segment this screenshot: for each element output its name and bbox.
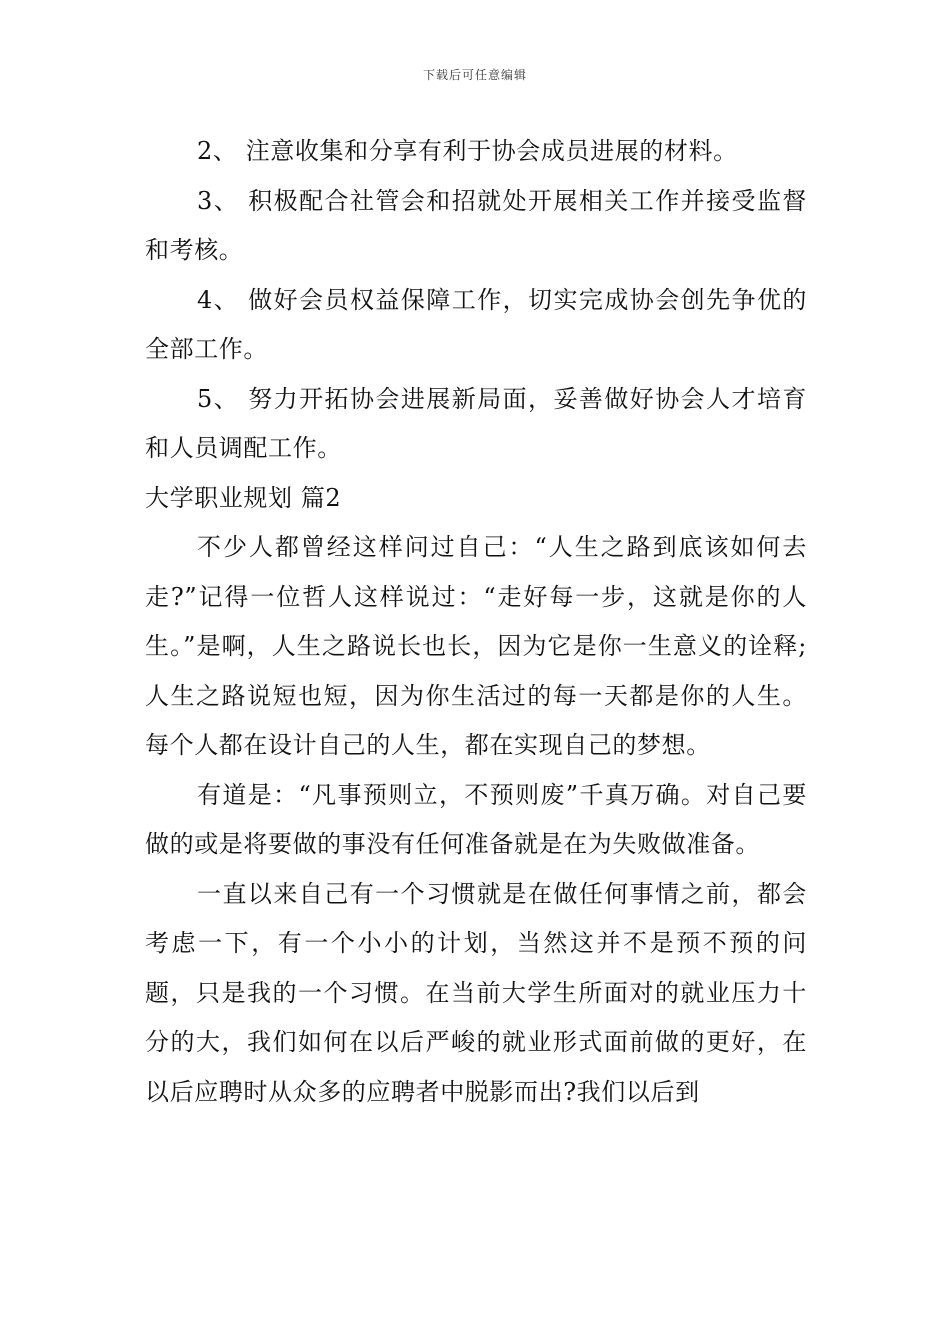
section-heading: 大学职业规划 篇2 bbox=[145, 483, 342, 512]
list-item-3: 3、 积极配合社管会和招就处开展相关工作并接受监督和考核。 bbox=[145, 186, 807, 264]
body-paragraph-1: 不少人都曾经这样问过自己：“人生之路到底该如何去走?”记得一位哲人这样说过：“走好每一步，这就是你的人生。”是啊，人生之路说长也长，因为它是你一生意义的诠释;人生之路说短也短，因为你生活过的每一天都是你的人生。每个人都在设计自己的人生，都在实现自己的梦想。 bbox=[145, 533, 807, 759]
list-item-4: 4、 做好会员权益保障工作，切实完成协会创先争优的全部工作。 bbox=[145, 285, 807, 363]
list-item-2: 2、 注意收集和分享有利于协会成员进展的材料。 bbox=[197, 137, 738, 165]
body-paragraph-3: 一直以来自己有一个习惯就是在做任何事情之前，都会考虑一下，有一个小小的计划，当然这并不是预不预的问题，只是我的一个习惯。在当前大学生所面对的就业压力十分的大，我们如何在以后严峻的就业形式面前做的更好，在以后应聘时从众多的应聘者中脱影而出?我们以后到 bbox=[145, 879, 807, 1106]
body-paragraph-2: 有道是：“凡事预则立，不预则废”千真万确。对自己要做的或是将要做的事没有任何准备就是在为失败做准备。 bbox=[145, 780, 807, 858]
document-body bbox=[145, 127, 807, 1117]
list-item-5: 5、 努力开拓协会进展新局面，妥善做好协会人才培育和人员调配工作。 bbox=[145, 384, 807, 462]
page-header: 下载后可任意编辑 bbox=[422, 68, 527, 82]
